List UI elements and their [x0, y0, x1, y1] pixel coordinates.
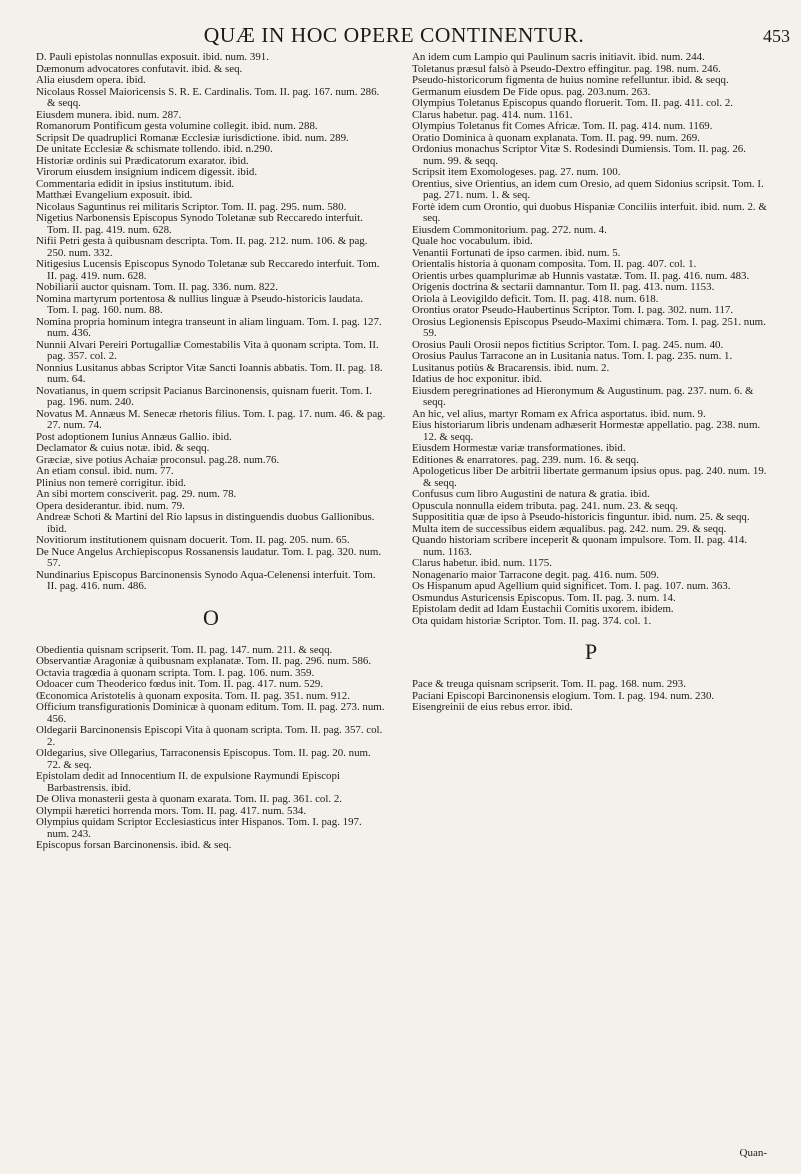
- index-entry: Nigetius Narbonensis Episcopus Synodo Toletanæ sub Reccaredo interfuit. Tom. II. pag. 419. num. 628.: [36, 212, 363, 236]
- index-entry: Oldegarius, sive Ollegarius, Tarraconensis Episcopus. Tom. II. pag. 20. num. 72. & seq.: [36, 747, 371, 771]
- index-entry: Virorum eiusdem insignium indicem digessit. ibid.: [36, 166, 258, 178]
- index-entry: Editiones & enarratores. pag. 239. num. 16. & seqq.: [412, 453, 639, 466]
- index-entry: Fortè idem cum Orontio, qui duobus Hispaniæ Conciliis interfuit. ibid. num. 2. & seq.: [412, 200, 767, 224]
- section-first-entry: Obedientia quisnam scripserit. Tom. II. pag. 147. num. 211. & seqq.: [36, 643, 333, 656]
- index-entry: Matthæi Evangelium exposuit. ibid.: [36, 189, 193, 201]
- index-entry: Clarus habetur. ibid. num. 1175.: [412, 557, 552, 569]
- index-entry: Eiusdem Hormestæ variæ transformationes. ibid.: [412, 442, 626, 454]
- index-entry: Andreæ Schoti & Martini del Rio lapsus in distinguendis duobus Gallionibus. ibid.: [36, 511, 375, 535]
- section-letter: P: [584, 639, 598, 664]
- index-entry: Oldegarii Barcinonensis Episcopi Vita à quonam scripta. Tom. II. pag. 357. col. 2.: [36, 724, 383, 748]
- index-entry: Græciæ, sive potius Achaiæ proconsul. pag.28. num.76.: [36, 453, 280, 466]
- index-entry: Nonnius Lusitanus abbas Scriptor Vitæ Sancti Ioannis abbatis. Tom. II. pag. 18. num. 64.: [36, 361, 383, 385]
- index-entry: Officium transfigurationis Dominicæ à quonam editum. Tom. II. pag. 273. num. 456.: [36, 701, 385, 725]
- index-entry: Nomina propria hominum integra transeunt in aliam linguam. Tom. I. pag. 127. num. 436.: [36, 315, 382, 339]
- index-entry: Romanorum Pontificum gesta volumine collegit. ibid. num. 288.: [36, 120, 318, 132]
- index-entry: Eius historiarum libris undenam adhæserit Hormestæ appellatio. pag. 238. num. 12. & seqq.: [412, 419, 761, 443]
- index-entry: Olympius quidam Scriptor Ecclesiasticus inter Hispanos. Tom. I. pag. 197. num. 243.: [36, 816, 362, 840]
- index-entry: Epistolam dedit ad Innocentium II. de expulsione Raymundi Episcopi Barbastrensis. ibid.: [36, 770, 340, 794]
- index-entry: Nicolaus Rossel Maioricensis S. R. E. Cardinalis. Tom. II. pag. 167. num. 286. & seqq.: [36, 85, 380, 109]
- index-entry: Pseudo-historicorum figmenta de huius nomine refelluntur. ibid. & seqq.: [412, 74, 729, 86]
- index-entry: Confusus cum libro Augustini de natura & gratia. ibid.: [412, 488, 650, 500]
- index-entry: Ota quidam historiæ Scriptor. Tom. II. pag. 374. col. 1.: [412, 614, 652, 627]
- index-entry: An hic, vel alius, martyr Romam ex Africa asportatus. ibid. num. 9.: [412, 407, 706, 420]
- index-entry: Quando historiam scribere inceperit & quonam impulsore. Tom. II. pag. 414. num. 1163.: [412, 534, 748, 558]
- index-entry: Nitigesius Lucensis Episcopus Synodo Toletanæ sub Reccaredo interfuit. Tom. II. pag. 419. num. 628.: [36, 258, 380, 282]
- index-entry: Clarus habetur. pag. 414. num. 1161.: [412, 108, 573, 121]
- index-entry: Novitiorum institutionem quisnam docuerit. Tom. II. pag. 205. num. 65.: [36, 534, 350, 546]
- index-entry: Nundinarius Episcopus Barcinonensis Synodo Aqua-Celenensi interfuit. Tom. II. pag. 416. num. 486.: [36, 568, 376, 592]
- index-entry: Venantii Fortunati de ipso carmen. ibid. num. 5.: [412, 246, 621, 259]
- index-entry: Nomina martyrum portentosa & nullius linguæ à Pseudo-historicis laudata. Tom. I. pag. 160. num. 88.: [36, 292, 363, 316]
- index-entry: Octavia tragœdia à quonam scripta. Tom. I. pag. 106. num. 359.: [36, 666, 315, 679]
- index-entry: Episcopus forsan Barcinonensis. ibid. & seq.: [36, 839, 232, 851]
- running-title: QUÆ IN HOC OPERE CONTINENTUR.: [203, 23, 585, 47]
- index-entry: Orosius Paulus Tarracone an in Lusitania natus. Tom. I. pag. 235. num. 1.: [412, 350, 733, 362]
- index-entry: Orientis urbes quamplurimæ ab Hunnis vastatæ. Tom. II. pag. 416. num. 483.: [412, 269, 750, 282]
- index-entry: Toletanus præsul falsò à Pseudo-Dextro effingitur. pag. 198. num. 246.: [412, 62, 721, 75]
- index-entry: Olympius Toletanus Episcopus quando floruerit. Tom. II. pag. 411. col. 2.: [412, 97, 734, 109]
- index-entry: Epistolam dedit ad Idam Eustachii Comitis uxorem. ibidem.: [412, 603, 674, 615]
- index-entry: Apologeticus liber De arbitrii libertate germanum ipsius opus. pag. 240. num. 19. & seqq.: [412, 465, 767, 489]
- index-entry: Odoacer cum Theoderico fœdus init. Tom. II. pag. 417. num. 529.: [36, 678, 324, 690]
- index-entry: Orontius orator Pseudo-Haubertinus Scriptor. Tom. I. pag. 302. num. 117.: [412, 304, 734, 316]
- index-entry: Historiæ ordinis sui Prædicatorum exarator. ibid.: [36, 154, 249, 167]
- index-entry: Plinius non temerè corrigitur. ibid.: [36, 476, 187, 489]
- index-entry: Orosius Pauli Orosii nepos fictitius Scriptor. Tom. I. pag. 245. num. 40.: [412, 338, 724, 351]
- index-entry: De Oliva monasterii gesta à quonam exarata. Tom. II. pag. 361. col. 2.: [36, 793, 343, 805]
- index-entry: Nonagenario maior Tarracone degit. pag. 416. num. 509.: [412, 568, 660, 581]
- index-entry: De unitate Ecclesiæ & schismate tollendo. ibid. n.290.: [36, 143, 273, 155]
- index-entry: Alia eiusdem opera. ibid.: [36, 74, 146, 86]
- index-entry: Nobiliarii auctor quisnam. Tom. II. pag. 336. num. 822.: [36, 281, 278, 293]
- left-column: [36, 52, 386, 852]
- index-entry: Eiusdem peregrinationes ad Hieronymum & Augustinum. pag. 237. num. 6. & seqq.: [412, 384, 754, 408]
- index-entry: Os Hispanum apud Agellium quid significet. Tom. I. pag. 107. num. 363.: [412, 580, 731, 592]
- index-entry: De Nuce Angelus Archiepiscopus Rossanensis laudatur. Tom. I. pag. 320. num. 57.: [36, 545, 382, 569]
- index-entry: Dæmonum advocatores confutavit. ibid. & seq.: [36, 62, 243, 75]
- index-entry: Germanum eiusdem De Fide opus. pag. 203.num. 263.: [412, 85, 651, 98]
- index-entry: Oriola à Leovigildo deficit. Tom. II. pag. 418. num. 618.: [412, 292, 659, 305]
- index-entry: Nifii Petri gesta à quibusnam descripta. Tom. II. pag. 212. num. 106. & pag. 250. num. 332.: [36, 235, 368, 259]
- index-entry: Nicolaus Saguntinus rei militaris Scriptor. Tom. II. pag. 295. num. 580.: [36, 200, 347, 213]
- index-entry: Idatius de hoc exponitur. ibid.: [412, 373, 543, 385]
- index-entry: Ordonius monachus Scriptor Vitæ S. Rodesindi Dumiensis. Tom. II. pag. 26. num. 99. & seqq.: [412, 143, 746, 167]
- index-entry: Declamator & cuius notæ. ibid. & seqq.: [36, 442, 210, 454]
- section-first-entry: Pace & treuga quisnam scripserit. Tom. II. pag. 168. num. 293.: [412, 678, 686, 690]
- index-entry: Opuscula nonnulla eidem tributa. pag. 241. num. 23. & seqq.: [412, 499, 678, 512]
- index-entry: Nunnii Alvari Pereiri Portugalliæ Comestabilis Vita à quonam scripta. Tom. II. pag. 357. col. 2.: [36, 338, 379, 362]
- index-entry: Observantiæ Aragoniæ à quibusnam explanatæ. Tom. II. pag. 296. num. 586.: [36, 655, 372, 667]
- index-entry: Olympius Toletanus fit Comes Africæ. Tom. II. pag. 414. num. 1169.: [412, 120, 713, 132]
- index-entry: Supposititia quæ de ipso à Pseudo-historicis finguntur. ibid. num. 25. & seqq.: [412, 511, 750, 523]
- index-entry: Orentius, sive Orientius, an idem cum Oresio, ad quem Sidonius scripsit. Tom. I. pag. 271. num. 1. & seq.: [412, 177, 764, 201]
- index-entry: Orosius Legionensis Episcopus Pseudo-Maximi chimæra. Tom. I. pag. 251. num. 59.: [412, 315, 766, 339]
- index-entry: D. Pauli epistolas nonnullas exposuit. ibid. num. 391.: [36, 51, 269, 63]
- page-header: [48, 6, 790, 48]
- index-entry: Œconomica Aristotelis à quonam exposita. Tom. II. pag. 351. num. 912.: [36, 689, 350, 702]
- index-entry: Quale hoc vocabulum. ibid.: [412, 235, 533, 247]
- index-entry: Osmundus Asturicensis Episcopus. Tom. II. pag. 3. num. 14.: [412, 591, 676, 604]
- index-entry: Eiusdem munera. ibid. num. 287.: [36, 108, 182, 121]
- index-entry: Novatianus, in quem scripsit Pacianus Barcinonensis, quisnam fuerit. Tom. I. pag. 196. num. 240.: [36, 384, 372, 408]
- index-entry: Eisengreinii de eius rebus error. ibid.: [412, 701, 573, 713]
- index-entry: Post adoptionem Iunius Annæus Gallio. ibid.: [36, 430, 232, 443]
- index-entry: Lusitanus potiùs & Bracarensis. ibid. num. 2.: [412, 361, 610, 374]
- right-column: [412, 52, 770, 714]
- index-entry: Orientalis historia à quonam composita. Tom. II. pag. 407. col. 1.: [412, 258, 697, 270]
- index-entry: Opera desiderantur. ibid. num. 79.: [36, 499, 185, 512]
- index-entry: Novatus M. Annæus M. Senecæ rhetoris filius. Tom. I. pag. 17. num. 46. & pag. 27. num. 74.: [36, 407, 386, 431]
- index-entry: Multa item de successibus eidem æqualibus. pag. 242. num. 29. & seqq.: [412, 522, 727, 535]
- index-entry: An sibi mortem consciverit. pag. 29. num. 78.: [36, 488, 237, 500]
- index-entry: Eiusdem Commonitorium. pag. 272. num. 4.: [412, 223, 607, 236]
- section-letter: O: [203, 604, 219, 630]
- index-entry: Scripsit De quadruplici Romanæ Ecclesiæ iurisdictione. ibid. num. 289.: [36, 131, 349, 144]
- index-entry: Olympii hæretici horrenda mors. Tom. II. pag. 417. num. 534.: [36, 804, 307, 817]
- index-entry: An etiam consul. ibid. num. 77.: [36, 465, 174, 477]
- index-entry: Origenis doctrina & sectarii damnantur. Tom II. pag. 413. num. 1153.: [412, 281, 715, 293]
- index-entry: Commentaria edidit in ipsius institutum. ibid.: [36, 177, 235, 190]
- index-entry: Oratio Dominica à quonam explanata. Tom. II. pag. 99. num. 269.: [412, 131, 700, 144]
- index-entry: Paciani Episcopi Barcinonensis elogium. Tom. I. pag. 194. num. 230.: [412, 689, 715, 702]
- index-entry: Scripsit item Exomologeses. pag. 27. num. 100.: [412, 166, 621, 178]
- page-number: 453: [763, 26, 790, 46]
- index-entry: An idem cum Lampio qui Paulinum sacris initiavit. ibid. num. 244.: [412, 51, 705, 63]
- catchword: Quan-: [739, 1147, 767, 1159]
